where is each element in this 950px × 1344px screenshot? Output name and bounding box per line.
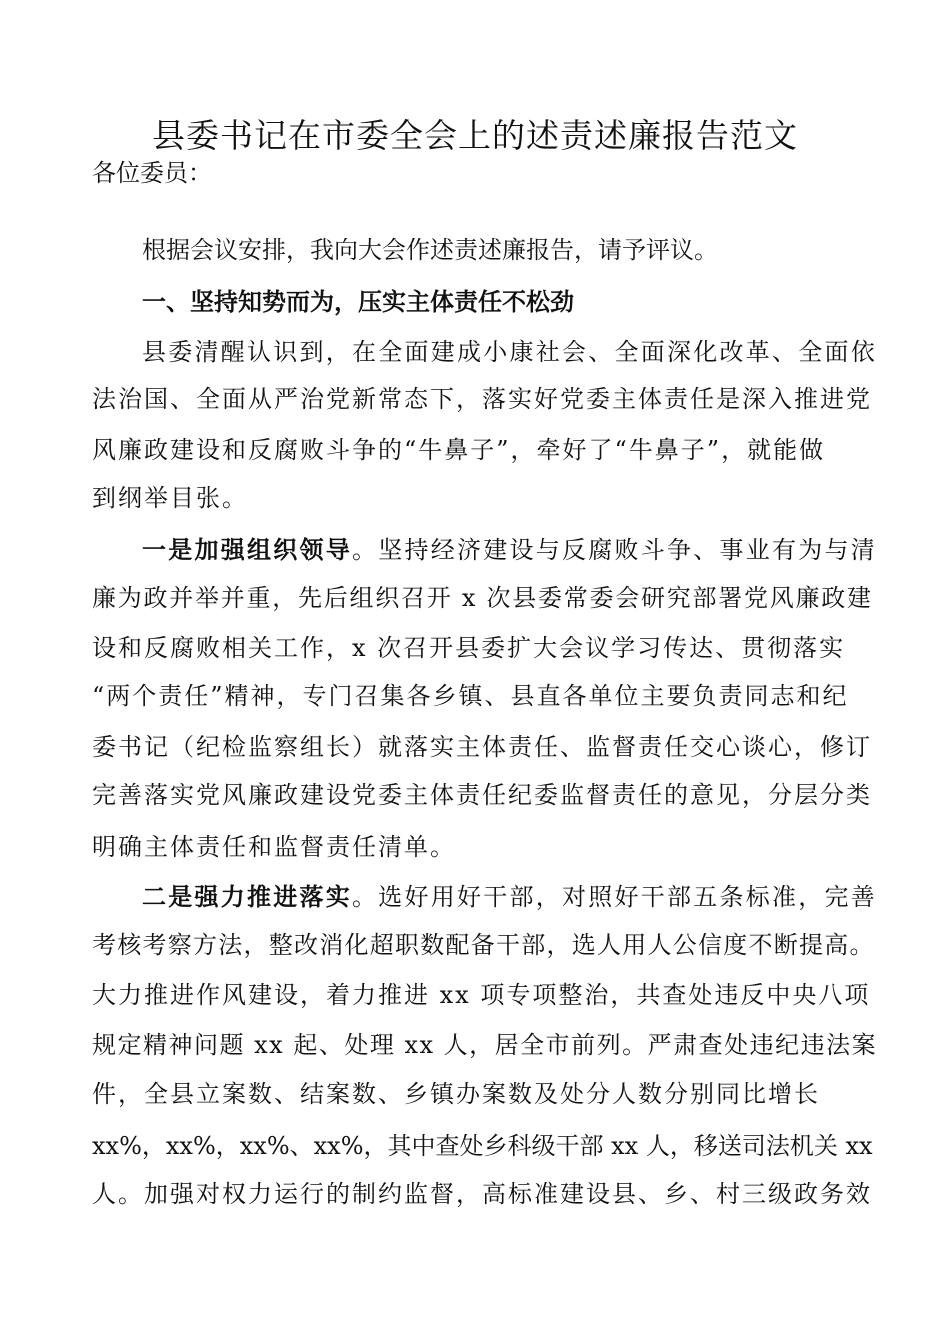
paragraph-line: xx%，xx%，xx%、xx%，其中查处乡科级干部 xx 人，移送司法机关 xx: [92, 1132, 873, 1160]
point-lead: 二是强力推进落实: [142, 883, 352, 911]
point-text: 。坚持经济建设与反腐败斗争、事业有为与清: [352, 536, 877, 564]
point-lead: 一是加强组织领导: [142, 536, 352, 564]
point-text: 。选好用好干部，对照好干部五条标准，完善: [352, 883, 877, 911]
paragraph-line: “两个责任”精神，专门召集各乡镇、县直各单位主要负责同志和纪: [92, 682, 849, 710]
paragraph-line: 到纲举目张。: [92, 484, 248, 512]
paragraph-line: 规定精神问题 xx 起、处理 xx 人，居全市前列。严肃查处违纪违法案: [92, 1031, 878, 1059]
paragraph-line: [142, 880, 877, 914]
paragraph-line: 人。加强对权力运行的制约监督，高标准建设县、乡、村三级政务效: [92, 1180, 872, 1208]
paragraph-line: 大力推进作风建设，着力推进 xx 项专项整治，共查处违反中央八项: [92, 981, 871, 1009]
document-title: 县委书记在市委全会上的述责述廉报告范文: [152, 116, 798, 155]
paragraph-line: [142, 533, 877, 567]
paragraph-line: 廉为政并举并重，先后组织召开 x 次县委常委会研究部署党风廉政建: [92, 584, 873, 612]
paragraph-line: 完善落实党风廉政建设党委主体责任纪委监督责任的意见，分层分类: [92, 781, 872, 809]
intro-paragraph: 根据会议安排，我向大会作述责述廉报告，请予评议。: [142, 236, 718, 264]
paragraph-line: 委书记（纪检监察组长）就落实主体责任、监督责任交心谈心，修订: [92, 733, 872, 761]
paragraph-line: 法治国、全面从严治党新常态下，落实好党委主体责任是深入推进党: [92, 385, 872, 413]
paragraph-line: 县委清醒认识到，在全面建成小康社会、全面深化改革、全面依: [142, 338, 877, 366]
paragraph-line: 风廉政建设和反腐败斗争的“牛鼻子”，牵好了“牛鼻子”，就能做: [92, 436, 826, 464]
paragraph-line: 考核考察方法，整改消化超职数配备干部，选人用人公信度不断提高。: [92, 931, 875, 959]
paragraph-line: 明确主体责任和监督责任清单。: [92, 833, 456, 861]
salutation: 各位委员：: [92, 159, 212, 187]
paragraph-line: 设和反腐败相关工作，x 次召开县委扩大会议学习传达、贯彻落实: [92, 634, 846, 662]
section-heading: 一、坚持知势而为，压实主体责任不松劲: [142, 288, 574, 316]
paragraph-line: 件，全县立案数、结案数、乡镇办案数及处分人数分别同比增长: [92, 1080, 820, 1108]
